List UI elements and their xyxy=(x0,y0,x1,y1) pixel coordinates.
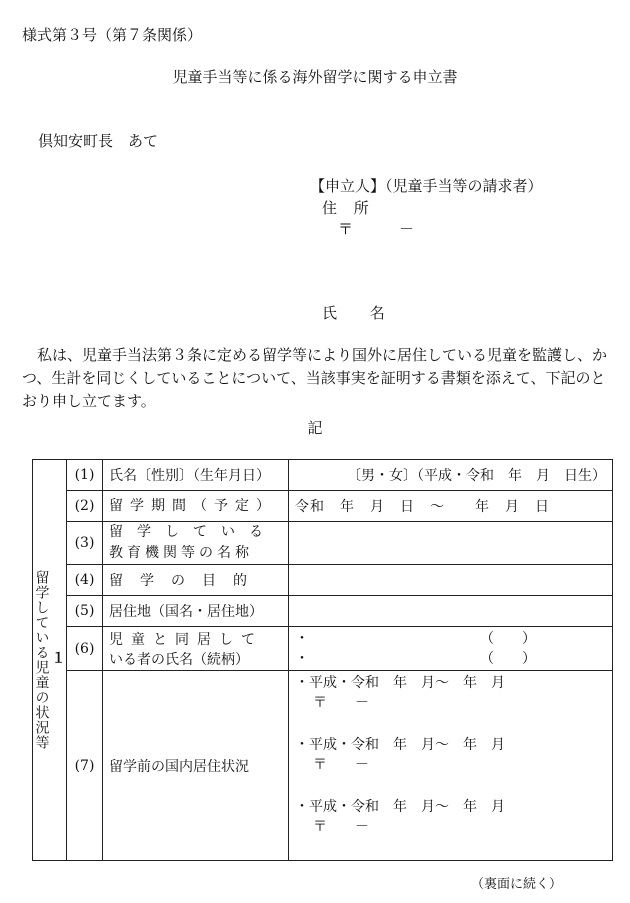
row-label: 居住地（国名・居住地） xyxy=(103,596,289,627)
institution-name-field[interactable] xyxy=(289,522,613,565)
row-number: (3) xyxy=(67,522,103,565)
row-label-line2: いる者の氏名（続柄） xyxy=(109,651,249,668)
cohabitant-line xyxy=(295,649,606,669)
row-label: 留学の目的 xyxy=(103,565,289,596)
relation-paren: （ ） xyxy=(480,630,536,647)
cohabitant-field[interactable] xyxy=(289,627,613,671)
table-row xyxy=(33,627,613,671)
row-number: (4) xyxy=(67,565,103,596)
addressee: 倶知安町長 あて xyxy=(38,132,159,150)
row-label-line1: 留学している xyxy=(109,524,277,540)
residence-field[interactable] xyxy=(289,596,613,627)
prior-residence-field[interactable] xyxy=(289,671,613,861)
row-label: 留学前の国内居住状況 xyxy=(103,671,289,861)
history-postal: 〒 － xyxy=(313,695,369,711)
history-period: ・平成・令和 年 月～ 年 月 xyxy=(295,799,505,815)
name-label: 氏 名 xyxy=(322,304,399,322)
history-period: ・平成・令和 年 月～ 年 月 xyxy=(295,675,505,691)
row-number: (6) xyxy=(67,627,103,671)
child-status-table xyxy=(32,459,613,861)
postal-dash: － xyxy=(399,220,415,238)
section-header xyxy=(33,460,67,861)
continued-note: （裏面に続く） xyxy=(470,877,562,892)
row-label-line1: 児童と同居して xyxy=(109,631,263,648)
form-label: 様式第３号（第７条関係） xyxy=(22,26,203,44)
table-row xyxy=(33,596,613,627)
row-label: 留学期間（予定） xyxy=(103,491,289,522)
study-period-field[interactable]: 令和 年 月 日 ～ 年 月 日 xyxy=(289,491,613,522)
relation-paren: （ ） xyxy=(480,650,536,667)
row-label-line2: 教育機関等の名称 xyxy=(109,545,253,561)
statement-paragraph: 私は、児童手当法第３条に定める留学等により国外に居住している児童を監護し、かつ、生計を同じくしていることについて、当該事実を証明する書類を添えて、下記のとおり申し立てます。 xyxy=(22,346,608,410)
section-number: １ xyxy=(49,649,66,665)
section-title: 留学している児童の状況等 xyxy=(33,570,50,750)
row-number: (5) xyxy=(67,596,103,627)
row-number: (2) xyxy=(67,491,103,522)
row-label xyxy=(103,627,289,671)
table-row xyxy=(33,460,613,491)
name-gender-birthdate-field[interactable]: 〔男・女〕（平成・令和 年 月 日生） xyxy=(289,460,613,491)
history-entry xyxy=(295,673,606,713)
history-entry xyxy=(295,797,606,837)
row-number: (1) xyxy=(67,460,103,491)
document-title: 児童手当等に係る海外留学に関する申立書 xyxy=(172,68,458,86)
row-label: 氏名〔性別〕（生年月日） xyxy=(103,460,289,491)
row-label xyxy=(103,522,289,565)
table-row xyxy=(33,491,613,522)
table-row xyxy=(33,522,613,565)
history-postal: 〒 － xyxy=(313,757,369,773)
bullet: ・ xyxy=(295,630,309,647)
address-label: 住 所 xyxy=(322,199,375,217)
history-postal: 〒 － xyxy=(313,819,369,835)
history-entry xyxy=(295,735,606,775)
bullet: ・ xyxy=(295,650,309,667)
purpose-field[interactable] xyxy=(289,565,613,596)
row-number: (7) xyxy=(67,671,103,861)
applicant-heading: 【申立人】（児童手当等の請求者） xyxy=(310,177,543,195)
table-row xyxy=(33,671,613,861)
history-period: ・平成・令和 年 月～ 年 月 xyxy=(295,737,505,753)
ki-heading: 記 xyxy=(307,419,323,437)
cohabitant-line xyxy=(295,629,606,649)
postal-mark: 〒 xyxy=(338,220,354,238)
table-row xyxy=(33,565,613,596)
